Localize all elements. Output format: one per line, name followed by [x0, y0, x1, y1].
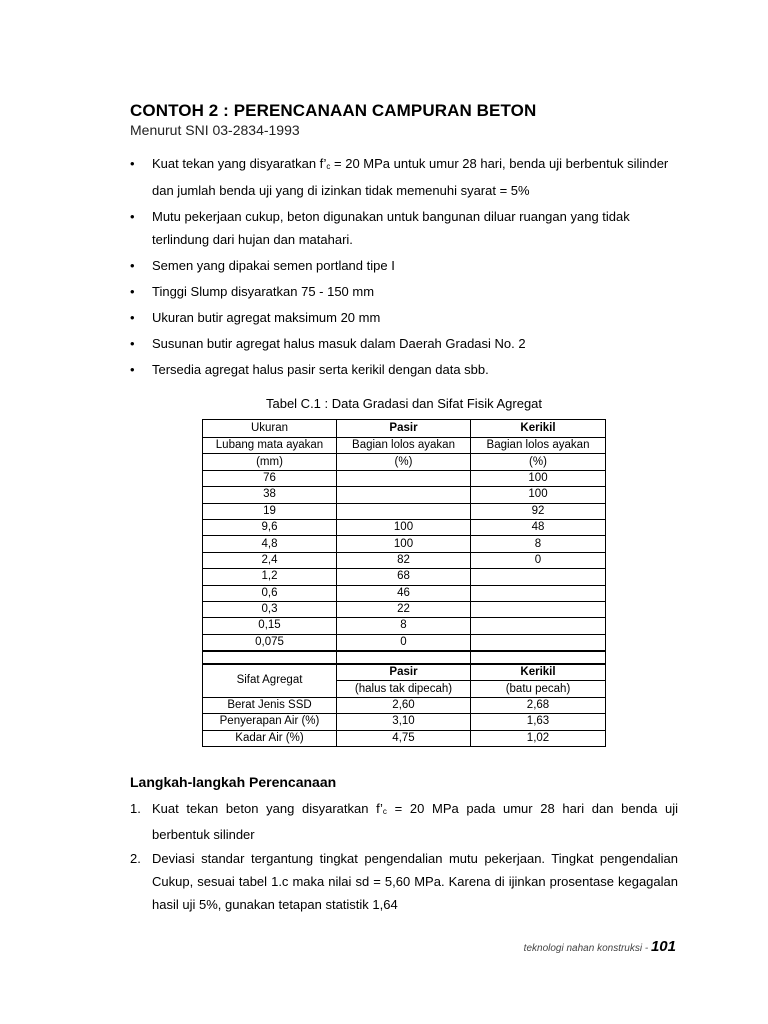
list-item: • Ukuran butir agregat maksimum 20 mm [130, 306, 675, 330]
table-row [203, 470, 606, 486]
table-row [203, 618, 606, 634]
step-number: 1. [130, 801, 141, 816]
properties-label-cell: Sifat Agregat [203, 664, 337, 697]
table-cell: 4,75 [337, 730, 471, 746]
table-row [203, 601, 606, 617]
table-cell: 46 [337, 585, 471, 601]
item-text: Deviasi standar tergantung tingkat pengendalian mutu pekerjaan. Tingkat pengendalian Cukup, sesuai tabel 1.c maka nilai sd = 5,60 MPa. Karena di ijinkan prosentase kegagalan hasil uji 5%, gunakan tetapan statistik 1,64 [152, 850, 678, 913]
table-row [203, 519, 606, 535]
table-cell [337, 487, 471, 503]
table-cell: 38 [203, 487, 337, 503]
list-item: • Susunan butir agregat halus masuk dalam Daerah Gradasi No. 2 [130, 332, 675, 356]
table-cell: 9,6 [203, 519, 337, 535]
table-cell: Kadar Air (%) [203, 730, 337, 746]
gradation-table [202, 419, 606, 747]
table-row [203, 634, 606, 651]
table-cell: 100 [471, 487, 606, 503]
table-cell: 3,10 [337, 714, 471, 730]
table-row [203, 697, 606, 713]
item-text-post: = 20 MPa untuk umur 28 hari, benda uji berbentuk silinder dan jumlah benda uji yang di izinkan tidak memenuhi syarat = 5% [152, 156, 669, 198]
list-item: • Semen yang dipakai semen portland tipe I [130, 254, 675, 278]
table-cell: 8 [337, 618, 471, 634]
table-cell: 76 [203, 470, 337, 486]
table-cell: 48 [471, 519, 606, 535]
section-heading: Langkah-langkah Perencanaan [130, 774, 337, 790]
table-cell: 1,63 [471, 714, 606, 730]
header-cell: (batu pecah) [471, 681, 606, 697]
table-cell: 4,8 [203, 536, 337, 552]
table-cell: 22 [337, 601, 471, 617]
table-cell: Berat Jenis SSD [203, 697, 337, 713]
table-row [203, 536, 606, 552]
page-footer [524, 938, 676, 955]
table-cell: 100 [337, 536, 471, 552]
requirements-list [130, 152, 675, 384]
table-header-row [203, 420, 606, 438]
properties-header-row [203, 664, 606, 681]
list-item [130, 797, 678, 847]
page-subtitle: Menurut SNI 03-2834-1993 [130, 122, 300, 138]
table-row [203, 730, 606, 746]
table-cell: 92 [471, 503, 606, 519]
header-cell: Kerikil [471, 420, 606, 438]
table-header-row [203, 454, 606, 470]
list-item: • Mutu pekerjaan cukup, beton digunakan untuk bangunan diluar ruangan yang tidak terlindung dari hujan dan matahari. [130, 205, 675, 252]
table-row [203, 569, 606, 585]
table-cell: 82 [337, 552, 471, 568]
table-row [203, 487, 606, 503]
table-row [203, 585, 606, 601]
header-cell: Pasir [337, 664, 471, 681]
item-text-post: = 20 MPa pada umur 28 hari dan benda uji berbentuk silinder [152, 801, 678, 843]
page-number: 101 [650, 938, 676, 955]
list-item: • Tersedia agregat halus pasir serta kerikil dengan data sbb. [130, 358, 675, 382]
table-spacer-row [203, 651, 606, 664]
table-cell [471, 601, 606, 617]
table-cell: 0 [337, 634, 471, 651]
list-item [130, 152, 675, 202]
table-cell: 2,4 [203, 552, 337, 568]
table-cell [337, 470, 471, 486]
table-cell: 0,075 [203, 634, 337, 651]
header-cell: (mm) [203, 454, 337, 470]
table-cell [471, 569, 606, 585]
item-text-sub: c [382, 807, 387, 816]
header-cell: (%) [337, 454, 471, 470]
header-cell: (%) [471, 454, 606, 470]
step-number: 2. [130, 850, 141, 866]
table-cell [337, 503, 471, 519]
list-item: • Tinggi Slump disyaratkan 75 - 150 mm [130, 280, 675, 304]
table-cell: 68 [337, 569, 471, 585]
table-caption: Tabel C.1 : Data Gradasi dan Sifat Fisik Agregat [265, 396, 543, 411]
table-header-row [203, 438, 606, 454]
header-cell: Bagian lolos ayakan [471, 438, 606, 454]
table-cell: 0,3 [203, 601, 337, 617]
table-cell: 100 [471, 470, 606, 486]
table-cell: 1,02 [471, 730, 606, 746]
header-cell: (halus tak dipecah) [337, 681, 471, 697]
table-cell: 0 [471, 552, 606, 568]
table-row [203, 714, 606, 730]
table-cell: 1,2 [203, 569, 337, 585]
footer-text: teknologi nahan konstruksi - [523, 943, 651, 954]
header-cell: Ukuran [203, 420, 337, 438]
item-text-sub: c [326, 162, 331, 171]
header-cell: Bagian lolos ayakan [337, 438, 471, 454]
steps-list [130, 797, 678, 916]
table-cell [471, 618, 606, 634]
table-cell: 0,15 [203, 618, 337, 634]
table-cell [471, 634, 606, 651]
header-cell: Pasir [337, 420, 471, 438]
table-row [203, 503, 606, 519]
table-row [203, 552, 606, 568]
table-cell: 2,60 [337, 697, 471, 713]
header-cell: Kerikil [471, 664, 606, 681]
table-cell: 100 [337, 519, 471, 535]
table-cell: Penyerapan Air (%) [203, 714, 337, 730]
table-cell: 0,6 [203, 585, 337, 601]
item-text-pre: Kuat tekan yang disyaratkan f’ [152, 156, 327, 171]
page-title: CONTOH 2 : PERENCANAAN CAMPURAN BETON [130, 101, 537, 120]
table-cell: 8 [471, 536, 606, 552]
header-cell: Lubang mata ayakan [203, 438, 337, 454]
item-text-pre: Kuat tekan beton yang disyaratkan f’ [152, 801, 383, 816]
table-cell: 19 [203, 503, 337, 519]
list-item [130, 847, 678, 917]
table-cell [471, 585, 606, 601]
table-cell: 2,68 [471, 697, 606, 713]
